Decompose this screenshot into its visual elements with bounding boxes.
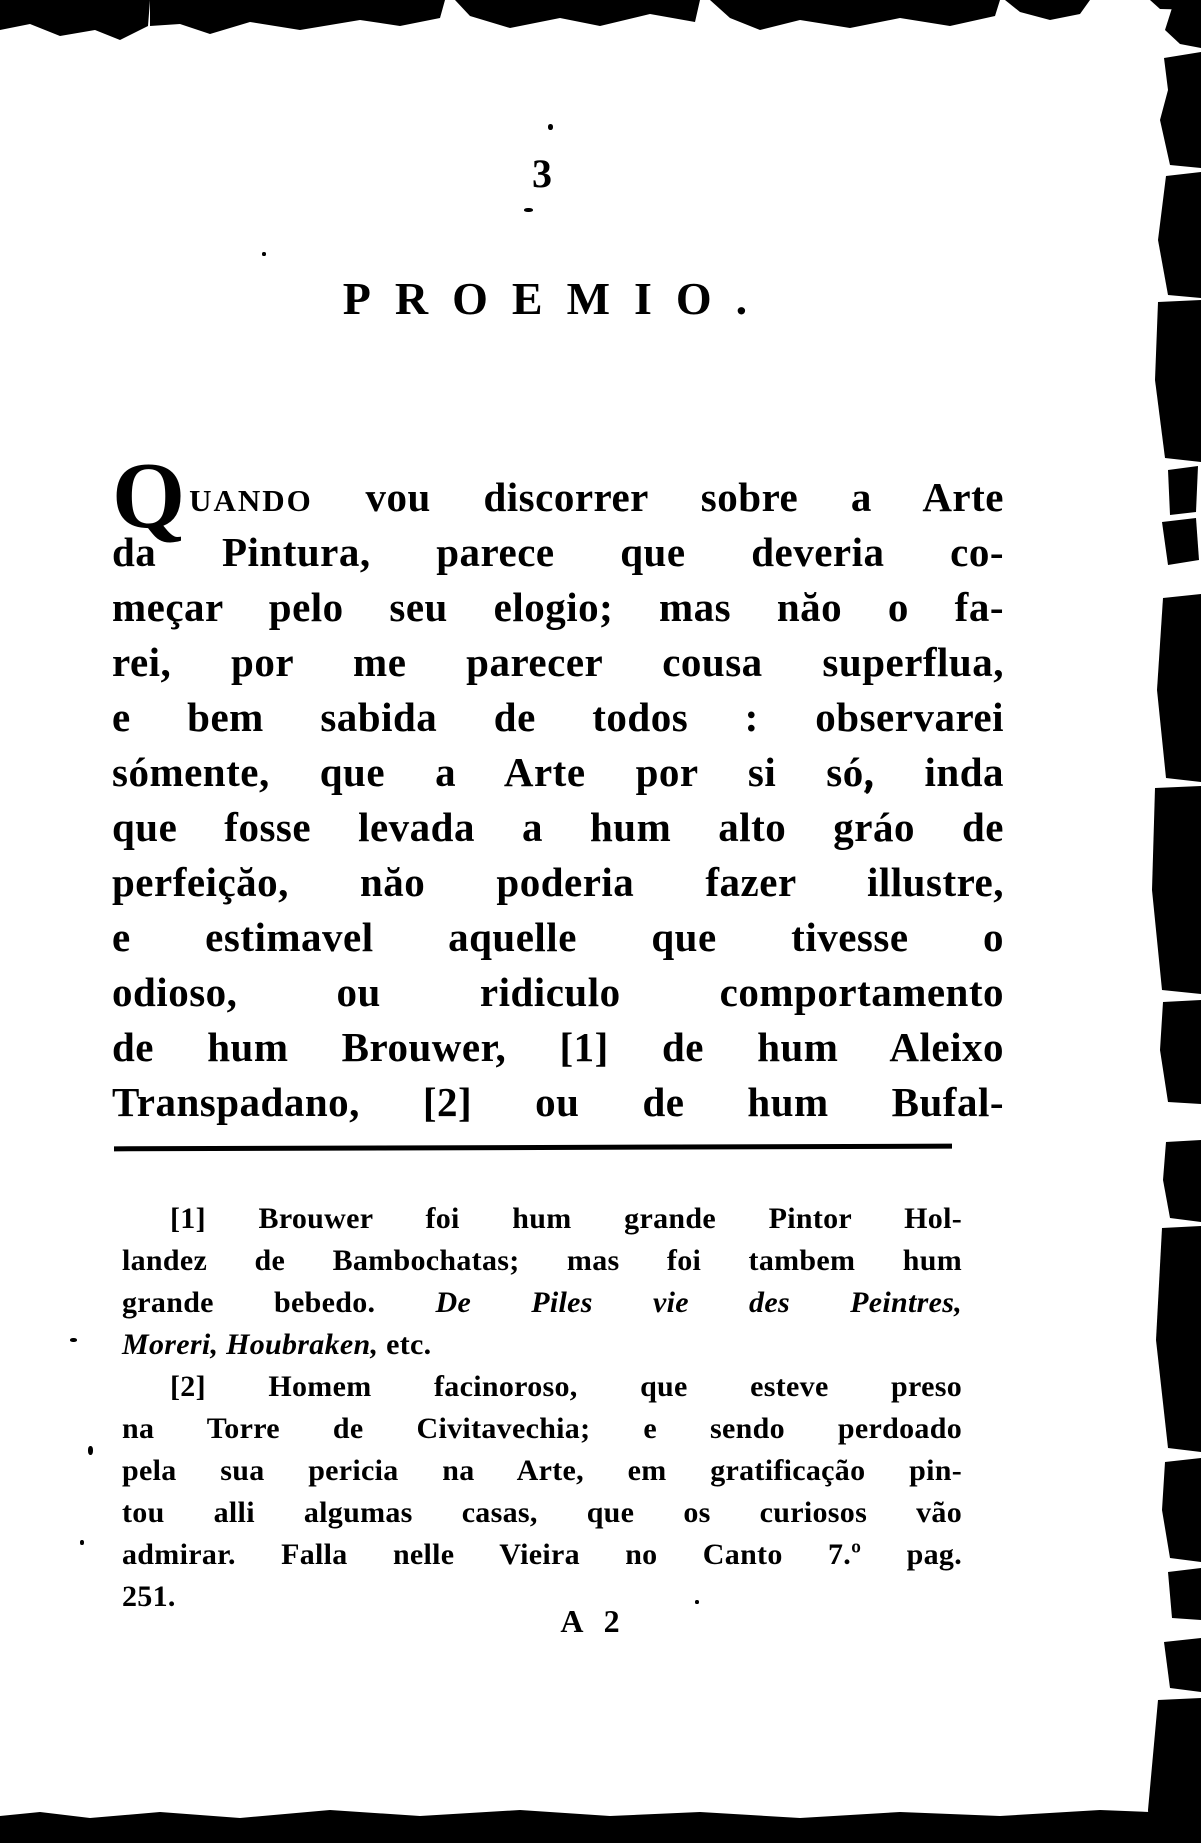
footnote-2-line: [2] Homem facinoroso, que esteve preso — [170, 1370, 962, 1403]
paragraph-line: sómente, que a Arte por si só, inda — [112, 749, 1004, 795]
signature-mark: A 2 — [560, 1603, 620, 1639]
drop-cap: Q — [112, 444, 186, 548]
paragraph-line — [112, 444, 1004, 548]
ink-speck — [70, 1338, 77, 1342]
paragraph-line: rei, por me parecer cousa superflua, — [112, 639, 1004, 685]
footnote-2-line: pela sua pericia na Arte, em gratificação pin- — [122, 1454, 962, 1487]
scan-artifact-top-edge — [0, 0, 1201, 60]
ink-speck — [524, 208, 533, 212]
ink-speck — [548, 124, 553, 130]
page-number: 3 — [532, 151, 552, 196]
footnote-1-line: landez de Bambochatas; mas foi tambem hum — [122, 1244, 962, 1277]
paragraph-line: que fosse levada a hum alto gráo de — [112, 804, 1004, 850]
paragraph-line: perfeiçăo, năo poderia fazer illustre, — [112, 859, 1004, 905]
ink-speck — [88, 1446, 93, 1455]
paragraph-line: Transpadano, [2] ou de hum Bufal- — [112, 1079, 1004, 1125]
footnote-text: grande bebedo. — [122, 1286, 436, 1319]
ink-speck — [262, 252, 266, 256]
paragraph-line: meçar pelo seu elogio; mas năo o fa- — [112, 584, 1004, 630]
footnote-1-line — [122, 1324, 962, 1366]
page-title: PROEMIO. — [342, 273, 772, 324]
footnote-citation-italic: De Piles vie des Peintres, — [435, 1286, 962, 1319]
paragraph-line: e bem sabida de todos : observarei — [112, 694, 1004, 740]
paragraph-line: da Pintura, parece que deveria co- — [112, 529, 1004, 575]
line-text: vou discorrer sobre a Arte — [312, 474, 1004, 520]
footnote-2-line: na Torre de Civitavechia; e sendo perdoado — [122, 1412, 962, 1445]
footnote-rule — [114, 1144, 952, 1152]
ink-speck — [80, 1540, 84, 1545]
footnote-2-line: admirar. Falla nelle Vieira no Canto 7.º pag. — [122, 1538, 962, 1571]
footnote-text: etc. — [378, 1328, 432, 1361]
footnotes — [122, 1198, 962, 1618]
footnote-2-line: tou alli algumas casas, que os curiosos vão — [122, 1496, 962, 1529]
paragraph-line: de hum Brouwer, [1] de hum Aleixo — [112, 1024, 1004, 1070]
paragraph-line: odioso, ou ridiculo comportamento — [112, 969, 1004, 1015]
footnote-1-line — [122, 1282, 962, 1324]
main-paragraph — [112, 444, 1004, 1130]
paragraph-line: e estimavel aquelle que tivesse o — [112, 914, 1004, 960]
smallcaps-word: UANDO — [189, 483, 313, 518]
footnote-citation-italic: Moreri, Houbraken, — [122, 1328, 379, 1361]
footnote-2-line: 251. — [122, 1580, 176, 1613]
footnote-1-line: [1] Brouwer foi hum grande Pintor Hol- — [170, 1202, 962, 1235]
